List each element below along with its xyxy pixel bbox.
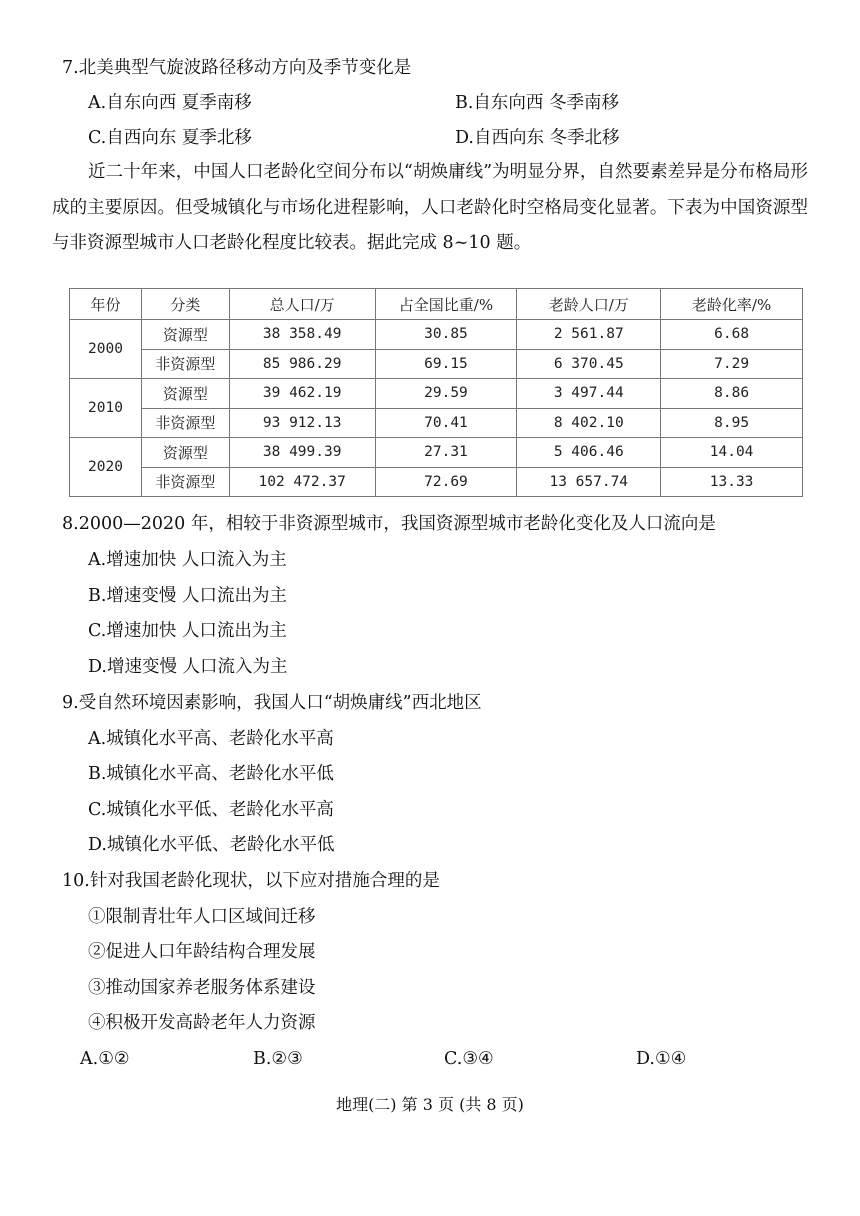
q7-option-c: C.自西向东 夏季北移 — [88, 128, 252, 148]
page-footer: 地理(二) 第 3 页 (共 8 页) — [336, 1095, 524, 1114]
q8-stem: 8.2000—2020 年，相较于非资源型城市，我国资源型城市老龄化变化及人口流向是 — [62, 514, 716, 534]
q9-option-a: A.城镇化水平高、老龄化水平高 — [88, 729, 334, 749]
table-row — [70, 408, 803, 438]
q10-stem: 10.针对我国老龄化现状，以下应对措施合理的是 — [62, 871, 440, 891]
q10-item-1: ①限制青壮年人口区域间迁移 — [88, 907, 316, 927]
q9-option-c: C.城镇化水平低、老龄化水平高 — [88, 800, 334, 820]
q10-option-c: C.③④ — [444, 1049, 494, 1069]
q8-option-d: D.增速变慢 人口流入为主 — [88, 657, 288, 677]
table-header-row — [70, 289, 803, 320]
aging-rate-cell: 8.95 — [661, 408, 803, 438]
header-year: 年份 — [70, 289, 142, 320]
year-cell: 2000 — [70, 320, 142, 379]
aging-rate-cell: 13.33 — [661, 467, 803, 497]
category-cell: 非资源型 — [141, 349, 229, 379]
year-cell: 2010 — [70, 379, 142, 438]
q10-option-b: B.②③ — [253, 1049, 303, 1069]
table-row — [70, 349, 803, 379]
q8-option-a: A.增速加快 人口流入为主 — [88, 550, 287, 570]
total-population-cell: 85 986.29 — [229, 349, 375, 379]
q10-item-2: ②促进人口年龄结构合理发展 — [88, 942, 316, 962]
total-population-cell: 38 358.49 — [229, 320, 375, 350]
total-population-cell: 102 472.37 — [229, 467, 375, 497]
q10-option-d: D.①④ — [636, 1049, 687, 1069]
total-population-cell: 93 912.13 — [229, 408, 375, 438]
q7-stem: 7.北美典型气旋波路径移动方向及季节变化是 — [62, 58, 412, 78]
q9-option-b: B.城镇化水平高、老龄化水平低 — [88, 764, 334, 784]
aging-rate-cell: 8.86 — [661, 379, 803, 409]
elderly-population-cell: 2 561.87 — [517, 320, 661, 350]
header-national-share: 占全国比重/% — [375, 289, 517, 320]
aging-rate-cell: 7.29 — [661, 349, 803, 379]
intro-paragraph: 近二十年来，中国人口老龄化空间分布以“胡焕庸线”为明显分界，自然要素差异是分布格局形成的主要原因。但受城镇化与市场化进程影响，人口老龄化时空格局变化显著。下表为中国资源型与非资源型城市人口老龄化程度比较表。据此完成 8~10 题。 — [52, 162, 808, 253]
national-share-cell: 70.41 — [375, 408, 517, 438]
national-share-cell: 27.31 — [375, 438, 517, 468]
q9-option-d: D.城镇化水平低、老龄化水平低 — [88, 835, 335, 855]
header-category: 分类 — [141, 289, 229, 320]
national-share-cell: 30.85 — [375, 320, 517, 350]
q8-option-c: C.增速加快 人口流出为主 — [88, 621, 287, 641]
elderly-population-cell: 8 402.10 — [517, 408, 661, 438]
aging-comparison-table — [69, 288, 803, 497]
category-cell: 非资源型 — [141, 467, 229, 497]
category-cell: 资源型 — [141, 438, 229, 468]
category-cell: 非资源型 — [141, 408, 229, 438]
q7-option-d: D.自西向东 冬季北移 — [455, 128, 620, 148]
national-share-cell: 72.69 — [375, 467, 517, 497]
table-row — [70, 467, 803, 497]
elderly-population-cell: 6 370.45 — [517, 349, 661, 379]
table-row — [70, 320, 803, 350]
q9-stem: 9.受自然环境因素影响，我国人口“胡焕庸线”西北地区 — [62, 693, 482, 713]
total-population-cell: 38 499.39 — [229, 438, 375, 468]
header-aging-rate: 老龄化率/% — [661, 289, 803, 320]
national-share-cell: 29.59 — [375, 379, 517, 409]
aging-rate-cell: 14.04 — [661, 438, 803, 468]
q10-item-4: ④积极开发高龄老年人力资源 — [88, 1013, 316, 1033]
q7-option-b: B.自东向西 冬季南移 — [455, 93, 619, 113]
aging-rate-cell: 6.68 — [661, 320, 803, 350]
q8-option-b: B.增速变慢 人口流出为主 — [88, 586, 287, 606]
q10-item-3: ③推动国家养老服务体系建设 — [88, 978, 316, 998]
elderly-population-cell: 5 406.46 — [517, 438, 661, 468]
table-row — [70, 438, 803, 468]
elderly-population-cell: 3 497.44 — [517, 379, 661, 409]
total-population-cell: 39 462.19 — [229, 379, 375, 409]
category-cell: 资源型 — [141, 379, 229, 409]
header-total-population: 总人口/万 — [229, 289, 375, 320]
table-row — [70, 379, 803, 409]
q7-option-a: A.自东向西 夏季南移 — [88, 93, 252, 113]
category-cell: 资源型 — [141, 320, 229, 350]
national-share-cell: 69.15 — [375, 349, 517, 379]
year-cell: 2020 — [70, 438, 142, 497]
q10-option-a: A.①② — [80, 1049, 130, 1069]
elderly-population-cell: 13 657.74 — [517, 467, 661, 497]
header-elderly-population: 老龄人口/万 — [517, 289, 661, 320]
